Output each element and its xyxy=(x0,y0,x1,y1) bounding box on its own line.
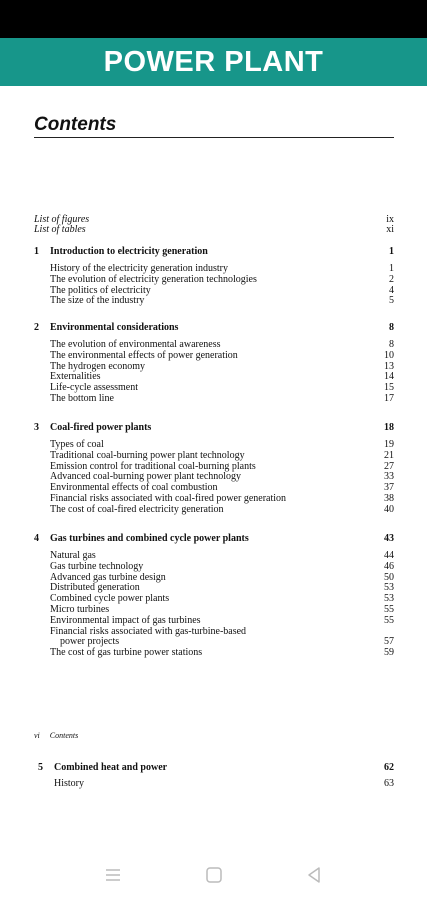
toc-section-title: Natural gas xyxy=(50,550,96,561)
menu-icon[interactable] xyxy=(101,864,125,886)
toc-section-page: 55 xyxy=(384,614,394,626)
running-head-page: vi xyxy=(34,731,40,740)
toc-section-page: 46 xyxy=(384,560,394,572)
document-page[interactable] xyxy=(0,86,427,792)
toc-section-page: 57 xyxy=(384,636,394,648)
toc-section-title: The size of the industry xyxy=(50,295,145,307)
toc-section-title: power projects xyxy=(60,636,120,648)
app-title: POWER PLANT xyxy=(103,45,324,78)
toc-chapter-page: 62 xyxy=(384,762,394,773)
toc-front-matter-title: List of figures xyxy=(34,214,90,225)
toc-section-page: 14 xyxy=(384,371,394,383)
toc-section-page: 55 xyxy=(384,604,394,615)
toc-section-page: 13 xyxy=(384,360,394,372)
toc-section-title: Micro turbines xyxy=(50,604,110,615)
toc-section-page: 33 xyxy=(384,471,394,483)
toc-section-title: Financial risks associated with coal-fired power generation xyxy=(50,493,287,504)
toc-section-title: The evolution of environmental awareness xyxy=(50,339,221,350)
toc-section-page: 21 xyxy=(384,449,394,461)
status-bar xyxy=(0,0,427,38)
toc-section-page: 10 xyxy=(384,349,394,361)
toc-front-matter-page: ix xyxy=(386,214,394,225)
toc-section-title: Environmental impact of gas turbines xyxy=(50,614,201,626)
toc-section-page: 50 xyxy=(384,571,394,583)
home-icon[interactable] xyxy=(202,864,226,886)
toc-section-page: 37 xyxy=(384,482,394,494)
toc-section-page: 5 xyxy=(389,295,394,307)
toc-section-page: 1 xyxy=(389,263,394,274)
toc-section-page: 59 xyxy=(384,647,394,659)
toc-section-page: 40 xyxy=(384,503,394,515)
toc-section-page: 15 xyxy=(384,382,394,394)
toc-section-page: 38 xyxy=(384,493,394,504)
toc-chapter-page: 1 xyxy=(389,246,394,257)
toc-section-title: The hydrogen economy xyxy=(50,360,145,372)
toc-section-title: The politics of electricity xyxy=(50,284,151,296)
toc-chapter-title: Gas turbines and combined cycle power plants xyxy=(50,533,249,544)
toc-section-page: 8 xyxy=(389,339,394,350)
toc-section-page: 63 xyxy=(384,778,394,789)
toc-section-page: 27 xyxy=(384,460,394,472)
toc-section-title: Life-cycle assessment xyxy=(50,382,139,394)
toc-section-title: Financial risks associated with gas-turbine-based xyxy=(50,625,247,637)
toc-chapter-title: Introduction to electricity generation xyxy=(50,246,208,257)
toc-section-title: The cost of coal-fired electricity generation xyxy=(50,503,224,515)
toc-section-title: The bottom line xyxy=(50,393,114,404)
toc-section-page: 44 xyxy=(384,550,394,561)
toc-section-title: The cost of gas turbine power stations xyxy=(50,647,203,659)
toc-section-page: 53 xyxy=(384,593,394,605)
running-head-label: Contents xyxy=(49,731,79,740)
toc-section-page: 4 xyxy=(389,284,394,296)
toc-chapter-title: Coal-fired power plants xyxy=(50,422,152,433)
toc-section-title: History xyxy=(54,778,84,789)
toc-section-page: 53 xyxy=(384,582,394,594)
heading-rule xyxy=(34,137,394,138)
toc-section-title: The environmental effects of power generation xyxy=(50,349,238,361)
toc-section-title: The evolution of electricity generation technologies xyxy=(50,273,257,285)
toc-section-title: Gas turbine technology xyxy=(50,560,144,572)
toc-chapter-number: 5 xyxy=(38,762,43,773)
toc-chapter-page: 8 xyxy=(389,322,394,333)
toc-section-title: Combined cycle power plants xyxy=(50,593,170,605)
back-icon[interactable] xyxy=(302,864,326,886)
toc-chapter-page: 43 xyxy=(384,533,394,544)
toc-section-title: Externalities xyxy=(50,371,101,383)
toc-section-title: History of the electricity generation industry xyxy=(50,263,229,274)
app-bar xyxy=(0,38,427,86)
toc-section-title: Advanced coal-burning power plant technology xyxy=(50,471,242,483)
toc-section-page: 17 xyxy=(384,393,394,404)
toc-section-title: Distributed generation xyxy=(50,582,140,594)
toc-chapter-title: Combined heat and power xyxy=(54,762,168,773)
toc-chapter-number: 1 xyxy=(34,246,39,257)
toc-chapter-page: 18 xyxy=(384,422,394,433)
toc-chapter-number: 4 xyxy=(34,533,39,544)
navigation-bar xyxy=(0,850,427,900)
toc-front-matter-page: xi xyxy=(386,224,394,235)
toc-chapter-title: Environmental considerations xyxy=(50,322,179,333)
toc-section-page: 19 xyxy=(384,439,394,450)
toc-front-matter-title: List of tables xyxy=(34,224,86,235)
toc-section-page: 2 xyxy=(389,273,394,285)
toc-section-title: Advanced gas turbine design xyxy=(50,571,166,583)
toc-chapter-number: 2 xyxy=(34,322,39,333)
contents-heading: Contents xyxy=(34,114,117,135)
toc-section-title: Emission control for traditional coal-burning plants xyxy=(50,460,256,472)
toc-chapter-number: 3 xyxy=(34,422,39,433)
toc-section-title: Types of coal xyxy=(50,439,104,450)
toc-section-title: Environmental effects of coal combustion xyxy=(50,482,218,494)
toc-section-title: Traditional coal-burning power plant technology xyxy=(50,449,245,461)
running-head xyxy=(34,731,78,740)
